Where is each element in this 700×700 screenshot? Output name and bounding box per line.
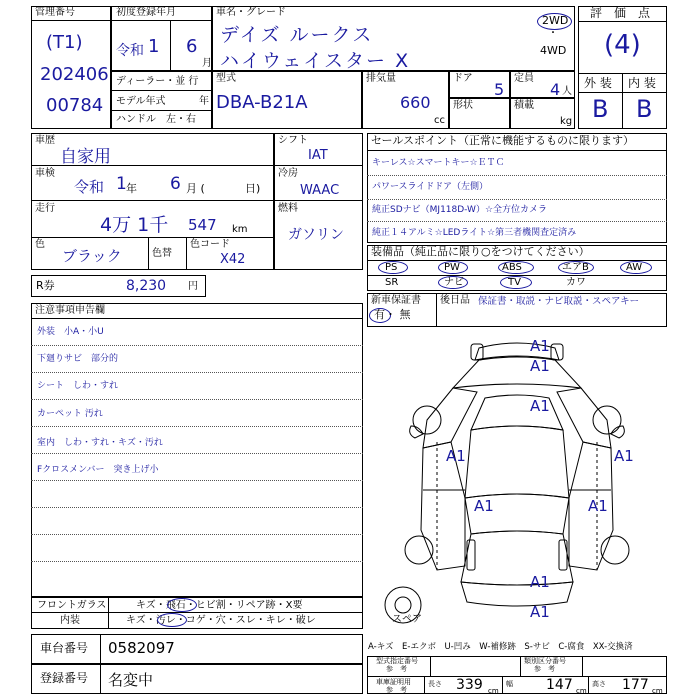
later-value: 保証書・取説・ナビ取説・スペアキー xyxy=(478,296,640,307)
first-reg-month-unit: 月 xyxy=(202,58,212,69)
fuel-label: 燃料 xyxy=(278,203,298,214)
length-unit: cm xyxy=(488,687,499,695)
equip-airbag: エアB xyxy=(562,262,589,273)
capacity-value: 4 xyxy=(550,80,561,99)
displacement-label: 排気量 xyxy=(366,73,396,84)
damage-mark-left-rear: A1 xyxy=(474,497,494,515)
interior-cond-value: キズ・汚レ・コゲ・穴・スレ・キレ・破レ xyxy=(126,615,316,626)
height-unit: cm xyxy=(652,687,663,695)
type-spec-ref: 参 考 xyxy=(386,665,407,673)
history-value: 自家用 xyxy=(60,147,111,167)
damage-mark-roof: A1 xyxy=(530,397,550,415)
interior-cond-label: 内装 xyxy=(60,615,80,626)
equip-navi: ナビ xyxy=(444,277,464,288)
note-3: シート しわ・すれ xyxy=(37,381,119,391)
car-diagram xyxy=(367,330,667,635)
model-year-label: モデル年式 xyxy=(116,96,166,107)
damage-mark-right-front: A1 xyxy=(614,447,634,465)
inspection-era: 令和 xyxy=(74,178,105,196)
ac-label: 冷房 xyxy=(278,168,298,179)
front-glass-label: フロントガラス xyxy=(37,600,107,611)
notes-box xyxy=(31,303,363,597)
length-value: 339 xyxy=(456,677,483,693)
notes-label: 注意事項申告欄 xyxy=(35,305,105,316)
kanri-code: (T1) xyxy=(46,32,83,53)
inspection-month: 6 xyxy=(170,174,181,194)
shape-label: 形状 xyxy=(453,100,473,111)
warranty-label: 新車保証書 xyxy=(371,295,421,306)
equip-sr: SR xyxy=(385,277,399,288)
warranty-value: 有・ 無 xyxy=(374,308,411,321)
equip-leather: カワ xyxy=(566,277,586,288)
first-reg-label: 初度登録年月 xyxy=(116,7,176,18)
interior-label: 内 装 xyxy=(628,76,656,90)
door-label: ドア xyxy=(453,73,473,84)
spare-label: スペア xyxy=(392,614,422,625)
damage-mark-hood: A1 xyxy=(530,357,550,375)
length-label: 長さ xyxy=(428,680,442,688)
load-unit: kg xyxy=(560,116,573,127)
eval-label: 評 価 点 xyxy=(590,6,651,20)
note-1: 外装 小A・小U xyxy=(37,327,104,337)
color-code-label: 色コード xyxy=(190,239,230,250)
equip-pw: PW xyxy=(444,262,460,273)
damage-mark-rear-door: A1 xyxy=(530,573,550,591)
exterior-value: B xyxy=(592,95,609,123)
history-label: 車歴 xyxy=(35,135,55,146)
later-label: 後日品 xyxy=(440,295,470,306)
chassis-value: 0582097 xyxy=(108,639,175,657)
equip-tv: TV xyxy=(508,277,521,288)
mileage-sub: 547 xyxy=(188,216,217,234)
capacity-unit: 人 xyxy=(562,86,572,97)
color-label: 色 xyxy=(35,239,45,250)
equip-aw: AW xyxy=(626,262,643,273)
color-change-label: 色替 xyxy=(152,248,172,259)
cert-ref: 参 考 xyxy=(386,686,407,694)
damage-mark-right-rear: A1 xyxy=(588,497,608,515)
recycle-unit: 円 xyxy=(188,281,198,292)
model-label: 型式 xyxy=(216,73,236,84)
mileage-unit: km xyxy=(232,224,248,235)
inspection-year-unit: 年 xyxy=(126,182,137,195)
width-value: 147 xyxy=(546,677,573,693)
inspection-day-unit: 日) xyxy=(245,182,261,195)
shift-label: シフト xyxy=(278,135,308,146)
chassis-label: 車台番号 xyxy=(40,641,89,655)
front-glass-value: キズ・飛石・ヒビ割・リペア跡・X要 xyxy=(136,600,303,611)
kanri-label: 管理番号 xyxy=(35,7,75,18)
car-name-label: 車名・グレード xyxy=(216,7,286,18)
color-code-value: X42 xyxy=(220,252,246,267)
equip-ps: PS xyxy=(385,262,398,273)
recycle-value: 8,230 xyxy=(126,278,167,294)
damage-mark-front-bumper: A1 xyxy=(530,337,550,355)
kanri-num2: 00784 xyxy=(46,95,104,116)
recycle-label: R券 xyxy=(36,279,55,292)
width-unit: cm xyxy=(576,687,587,695)
first-reg-month: 6 xyxy=(186,36,198,57)
height-value: 177 xyxy=(622,677,649,693)
drive-dot: ・ xyxy=(548,28,558,39)
mileage-value: 4万 1千 xyxy=(100,214,169,236)
sales-label: セールスポイント（正常に機能するものに限ります） xyxy=(371,134,635,147)
dealer-label: ディーラー・並 行 xyxy=(116,76,199,87)
width-label: 幅 xyxy=(506,680,513,688)
equip-abs: ABS xyxy=(502,262,522,273)
note-5: 室内 しわ・すれ・キズ・汚れ xyxy=(37,438,163,448)
note-2: 下廻りサビ 部分的 xyxy=(37,354,119,364)
drive-4wd: 4WD xyxy=(540,44,567,57)
color-value: ブラック xyxy=(62,247,122,265)
load-label: 積載 xyxy=(514,100,534,111)
interior-value: B xyxy=(636,95,653,123)
note-6: Fクロスメンバー 突き上げ小 xyxy=(37,465,159,475)
sales-item-4: 純正１４アルミ☆LEDライト☆第三者機関査定済み xyxy=(372,228,577,238)
displacement-unit: cc xyxy=(434,115,445,126)
exterior-label: 外 装 xyxy=(584,76,612,90)
eval-value: (4) xyxy=(604,30,641,60)
car-name-2: ハイウェイスター X xyxy=(220,50,411,72)
category-label: 類別区分番号 xyxy=(524,657,566,665)
height-label: 高さ xyxy=(592,680,606,688)
displacement-value: 660 xyxy=(400,93,431,112)
type-spec-label: 型式指定番号 xyxy=(376,657,418,665)
sales-item-1: キーレス☆スマートキー☆ＥＴＣ xyxy=(372,158,505,168)
model-value: DBA-B21A xyxy=(216,92,308,113)
reg-value: 名変中 xyxy=(108,671,154,689)
first-reg-era: 令和 xyxy=(116,43,144,59)
fuel-value: ガソリン xyxy=(288,227,344,243)
sales-item-2: パワースライドドア（左側） xyxy=(372,182,489,192)
recycle-box xyxy=(31,275,206,297)
cert-label: 車庫証明用 xyxy=(376,678,411,686)
ac-value: WAAC xyxy=(300,183,340,198)
car-name-1: デイズ ルークス xyxy=(220,24,374,46)
sales-item-3: 純正SDナビ（MJ118D-W）☆全方位カメラ xyxy=(372,205,548,215)
drive-2wd: 2WD xyxy=(542,14,569,27)
inspection-month-unit: 月 ( xyxy=(186,182,205,195)
inspection-label: 車検 xyxy=(35,168,55,179)
model-year-unit: 年 xyxy=(199,96,209,107)
inspection-year: 1 xyxy=(116,174,127,194)
equipment-label: 装備品（純正品に限り○をつけてください） xyxy=(371,245,590,258)
damage-mark-left-front: A1 xyxy=(446,447,466,465)
damage-mark-rear-bumper: A1 xyxy=(530,603,550,621)
first-reg-year: 1 xyxy=(148,36,160,57)
reg-label: 登録番号 xyxy=(40,671,89,685)
handle-label: ハンドル 左・右 xyxy=(116,114,196,125)
shift-value: IAT xyxy=(308,148,328,163)
category-ref: 参 考 xyxy=(534,665,555,673)
capacity-label: 定員 xyxy=(514,73,534,84)
kanri-num1: 202406 xyxy=(40,64,109,85)
mileage-label: 走行 xyxy=(35,203,55,214)
damage-legend: A-キズ E-エクボ U-凹み W-補修跡 S-サビ C-腐食 XX-交換済 xyxy=(368,642,633,652)
note-4: カーペット 汚れ xyxy=(37,409,103,419)
door-value: 5 xyxy=(494,80,505,99)
